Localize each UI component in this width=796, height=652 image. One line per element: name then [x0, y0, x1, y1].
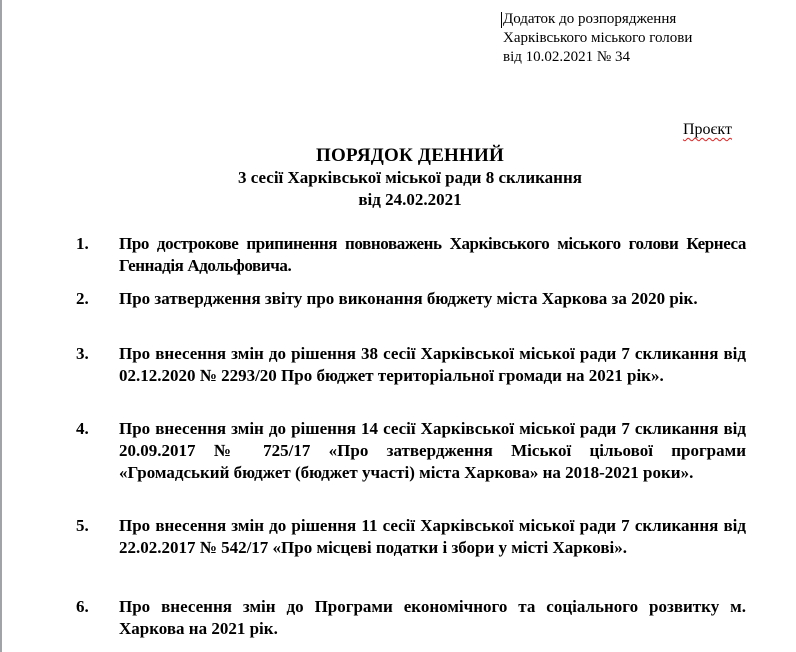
document-subtitle: 3 сесії Харківської міської ради 8 скликання: [238, 168, 582, 187]
agenda-item-text: Про внесення змін до Програми економічного та соціального розвитку м. Харкова на 2021 рік.: [119, 597, 746, 638]
agenda-item-number: 3.: [76, 344, 89, 363]
agenda-item-text: Про затвердження звіту про виконання бюджету міста Харкова за 2020 рік.: [119, 289, 698, 308]
project-status-text: Проєкт: [683, 121, 732, 138]
agenda-item-text: Про внесення змін до рішення 11 сесії Харківської міської ради 7 скликання від 22.02.2017 № 542/17 «Про місцеві податки і збори у місті Харкові».: [119, 516, 746, 557]
agenda-item-text: Про дострокове припинення повноважень Харківського міського голови Кернеса Геннадія Адольфовича.: [119, 234, 746, 275]
agenda-item-number: 1.: [76, 234, 89, 253]
agenda-item-number: 4.: [76, 419, 89, 438]
annex-line-2: Харківського міського голови: [503, 30, 693, 46]
agenda-item-text: Про внесення змін до рішення 38 сесії Харківської міської ради 7 скликання від 02.12.2020 № 2293/20 Про бюджет територіальної громади на 2021 рік».: [119, 344, 746, 385]
agenda-item-text: Про внесення змін до рішення 14 сесії Харківської міської ради 7 скликання від 20.09.2017 № 725/17 «Про затвердження Міської цільової програми «Громадський бюджет (бюджет участі) міста Харкова» на 2018-2021 роки».: [119, 419, 746, 482]
annex-block: [503, 10, 692, 67]
document-date: від 24.02.2021: [358, 190, 462, 209]
annex-line-3: від 10.02.2021 № 34: [503, 49, 630, 65]
agenda-item-number: 2.: [76, 289, 89, 308]
annex-line-1: Додаток до розпорядження: [503, 11, 677, 27]
agenda-item-number: 5.: [76, 516, 89, 535]
agenda-item-number: 6.: [76, 597, 89, 616]
text-cursor: [501, 12, 502, 28]
document-title: ПОРЯДОК ДЕННИЙ: [316, 145, 504, 166]
project-status-label: [683, 120, 732, 140]
